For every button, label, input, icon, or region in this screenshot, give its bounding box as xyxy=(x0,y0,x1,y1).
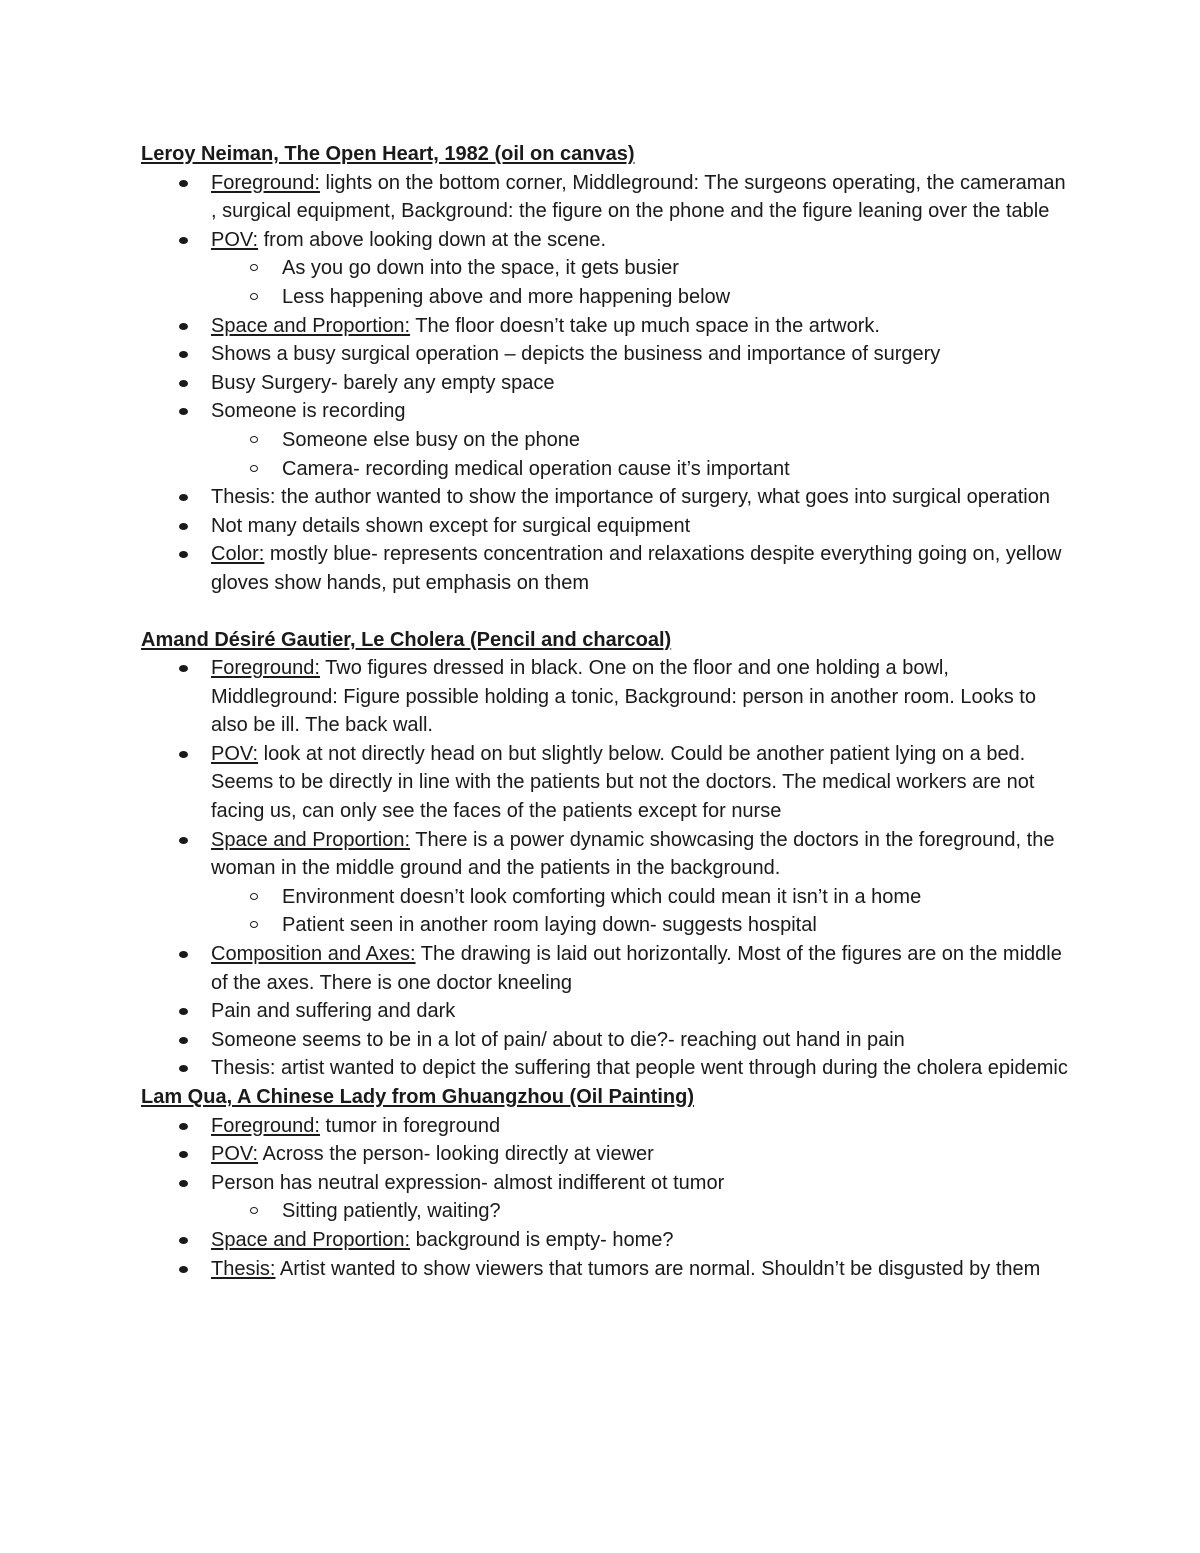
item-label: Space and Proportion: xyxy=(211,828,411,851)
item-text: Busy Surgery- barely any empty space xyxy=(211,371,555,394)
bullet-list xyxy=(141,169,1071,598)
item-text: Someone is recording xyxy=(211,400,406,423)
hollow-bullet-icon xyxy=(250,921,258,928)
list-item xyxy=(141,740,1071,826)
item-text: Someone seems to be in a lot of pain/ about to die?- reaching out hand in pain xyxy=(211,1028,905,1051)
item-text: Not many details shown except for surgical equipment xyxy=(211,514,691,537)
item-text: Artist wanted to show viewers that tumors are normal. Shouldn’t be disgusted by them xyxy=(275,1257,1041,1280)
filled-bullet-icon xyxy=(179,1065,188,1072)
list-item xyxy=(141,654,1071,740)
item-text: from above looking down at the scene. xyxy=(258,228,607,251)
item-text: Across the person- looking directly at viewer xyxy=(258,1143,654,1166)
list-item xyxy=(141,826,1071,883)
list-item xyxy=(141,397,1071,426)
list-item xyxy=(141,226,1071,255)
filled-bullet-icon xyxy=(179,1008,188,1015)
item-text: The drawing is laid out horizontally. Most of the figures are on the middle of the axes. There is one doctor kneeling xyxy=(211,943,1062,994)
list-item xyxy=(141,1169,1071,1198)
filled-bullet-icon xyxy=(179,180,188,187)
item-text: tumor in foreground xyxy=(319,1114,501,1137)
item-text: There is a power dynamic showcasing the doctors in the foreground, the woman in the middle ground and the patients in the background. xyxy=(211,828,1055,880)
list-item xyxy=(141,1226,1071,1255)
item-text: look at not directly head on but slightly below. Could be another patient lying on a bed. Seems to be directly in line with the patients but not the doctors. The medical workers are not facing us, can only see the faces of the patients except for nurse xyxy=(211,742,1035,823)
filled-bullet-icon xyxy=(179,1037,188,1044)
item-text: lights on the bottom corner, Middleground: The surgeons operating, the cameraman , surgical equipment, Background: the figure on the phone and the figure leaning over the table xyxy=(211,171,1066,223)
item-text: background is empty- home? xyxy=(410,1228,674,1251)
item-label: Thesis: xyxy=(211,1257,276,1280)
item-label: Foreground: xyxy=(211,657,320,680)
document-body xyxy=(141,140,1071,1283)
list-item xyxy=(141,169,1071,226)
item-label: POV: xyxy=(211,742,259,765)
sub-list-item xyxy=(141,283,1071,312)
list-item xyxy=(141,997,1071,1026)
sub-list-item xyxy=(141,426,1071,455)
section-title: Lam Qua, A Chinese Lady from Ghuangzhou (Oil Painting) xyxy=(141,1086,694,1108)
hollow-bullet-icon xyxy=(250,264,258,271)
filled-bullet-icon xyxy=(179,1237,188,1244)
bullet-list xyxy=(141,1112,1071,1284)
filled-bullet-icon xyxy=(179,951,188,958)
sub-list-item xyxy=(141,254,1071,283)
sub-list-item xyxy=(141,883,1071,912)
section-chinese-lady xyxy=(141,1083,1071,1283)
list-item xyxy=(141,483,1071,512)
filled-bullet-icon xyxy=(179,1151,188,1158)
item-text: Patient seen in another room laying down- suggests hospital xyxy=(282,914,817,937)
section-open-heart xyxy=(141,140,1071,598)
filled-bullet-icon xyxy=(179,237,188,244)
section-title: Amand Désiré Gautier, Le Cholera (Pencil and charcoal) xyxy=(141,628,672,651)
item-text: Thesis: artist wanted to depict the suffering that people went through during the cholera epidemic xyxy=(211,1057,1068,1080)
list-item xyxy=(141,312,1071,341)
item-text: Environment doesn’t look comforting which could mean it isn’t in a home xyxy=(282,885,922,908)
filled-bullet-icon xyxy=(179,380,188,387)
filled-bullet-icon xyxy=(179,1180,188,1187)
bullet-list xyxy=(141,654,1071,1083)
item-text: mostly blue- represents concentration and relaxations despite everything going on, yellow gloves show hands, put emphasis on them xyxy=(211,543,1062,594)
section-le-cholera xyxy=(141,626,1071,1084)
item-label: Space and Proportion: xyxy=(211,314,411,337)
list-item xyxy=(141,1255,1071,1284)
filled-bullet-icon xyxy=(179,323,188,330)
list-item xyxy=(141,540,1071,597)
list-item xyxy=(141,1112,1071,1141)
item-label: Foreground: xyxy=(211,171,320,194)
filled-bullet-icon xyxy=(179,494,188,501)
filled-bullet-icon xyxy=(179,351,188,358)
item-text: Camera- recording medical operation cause it’s important xyxy=(282,457,790,480)
item-text: Two figures dressed in black. One on the floor and one holding a bowl, Middleground: Figure possible holding a tonic, Background: person in another room. Looks to also be ill. The back wall. xyxy=(211,657,1036,737)
list-item xyxy=(141,1140,1071,1169)
sub-list-item xyxy=(141,455,1071,484)
item-label: POV: xyxy=(211,228,259,251)
hollow-bullet-icon xyxy=(250,436,258,443)
item-label: Composition and Axes: xyxy=(211,943,416,966)
item-label: Color: xyxy=(211,543,265,566)
item-text: The floor doesn’t take up much space in the artwork. xyxy=(410,314,880,337)
item-text: Less happening above and more happening below xyxy=(282,285,731,308)
item-text: Shows a busy surgical operation – depicts the business and importance of surgery xyxy=(211,343,941,366)
list-item xyxy=(141,512,1071,541)
filled-bullet-icon xyxy=(179,408,188,415)
item-text: As you go down into the space, it gets busier xyxy=(282,257,679,280)
filled-bullet-icon xyxy=(179,523,188,530)
list-item xyxy=(141,369,1071,398)
sub-list-item xyxy=(141,1197,1071,1226)
item-label: Space and Proportion: xyxy=(211,1228,411,1251)
hollow-bullet-icon xyxy=(250,465,258,472)
list-item xyxy=(141,1054,1071,1083)
filled-bullet-icon xyxy=(179,665,188,672)
sub-list-item xyxy=(141,911,1071,940)
item-text: Thesis: the author wanted to show the importance of surgery, what goes into surgical operation xyxy=(211,486,1050,509)
list-item xyxy=(141,940,1071,997)
filled-bullet-icon xyxy=(179,1123,188,1130)
hollow-bullet-icon xyxy=(250,293,258,300)
item-text: Someone else busy on the phone xyxy=(282,428,580,451)
item-text: Person has neutral expression- almost indifferent ot tumor xyxy=(211,1171,725,1194)
hollow-bullet-icon xyxy=(250,893,258,900)
filled-bullet-icon xyxy=(179,551,188,558)
hollow-bullet-icon xyxy=(250,1207,258,1214)
filled-bullet-icon xyxy=(179,837,188,844)
section-title: Leroy Neiman, The Open Heart, 1982 (oil on canvas) xyxy=(141,143,635,165)
filled-bullet-icon xyxy=(179,1266,188,1273)
item-text: Pain and suffering and dark xyxy=(211,1000,456,1023)
item-label: POV: xyxy=(211,1143,259,1166)
item-text: Sitting patiently, waiting? xyxy=(282,1200,501,1223)
item-label: Foreground: xyxy=(211,1114,320,1137)
list-item xyxy=(141,340,1071,369)
filled-bullet-icon xyxy=(179,751,188,758)
list-item xyxy=(141,1026,1071,1055)
